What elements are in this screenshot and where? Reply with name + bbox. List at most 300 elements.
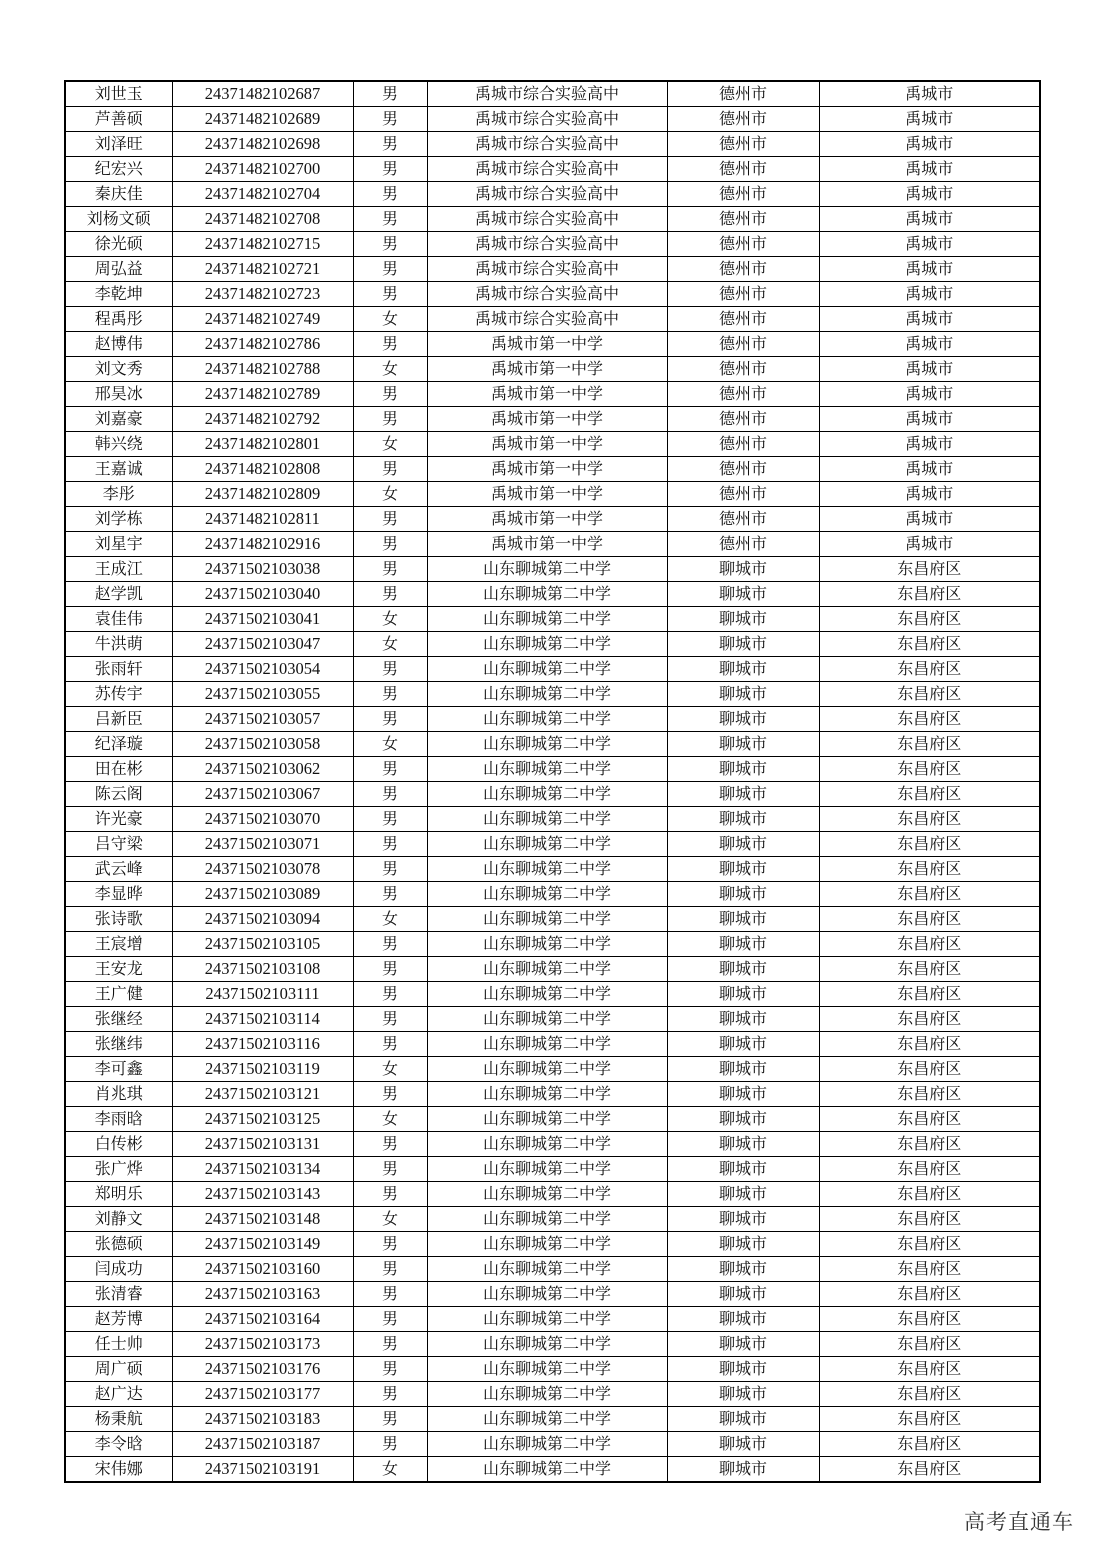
exam-id-cell: 24371482102811 <box>172 507 353 532</box>
exam-id-cell: 24371502103191 <box>172 1457 353 1483</box>
city-cell: 聊城市 <box>667 557 819 582</box>
student-name-cell: 白传彬 <box>65 1132 172 1157</box>
city-cell: 聊城市 <box>667 982 819 1007</box>
school-cell: 山东聊城第二中学 <box>427 1357 667 1382</box>
gender-cell: 女 <box>353 1207 427 1232</box>
exam-id-cell: 24371482102786 <box>172 332 353 357</box>
gender-cell: 男 <box>353 157 427 182</box>
gender-cell: 男 <box>353 132 427 157</box>
gender-cell: 男 <box>353 1382 427 1407</box>
student-name-cell: 芦善硕 <box>65 107 172 132</box>
exam-id-cell: 24371502103111 <box>172 982 353 1007</box>
district-cell: 禹城市 <box>819 507 1040 532</box>
exam-id-cell: 24371482102698 <box>172 132 353 157</box>
district-cell: 东昌府区 <box>819 557 1040 582</box>
gender-cell: 男 <box>353 332 427 357</box>
district-cell: 禹城市 <box>819 432 1040 457</box>
city-cell: 聊城市 <box>667 932 819 957</box>
exam-id-cell: 24371482102700 <box>172 157 353 182</box>
district-cell: 东昌府区 <box>819 857 1040 882</box>
district-cell: 东昌府区 <box>819 1282 1040 1307</box>
student-name-cell: 赵博伟 <box>65 332 172 357</box>
exam-id-cell: 24371502103187 <box>172 1432 353 1457</box>
gender-cell: 男 <box>353 1232 427 1257</box>
school-cell: 山东聊城第二中学 <box>427 682 667 707</box>
gender-cell: 女 <box>353 1107 427 1132</box>
student-name-cell: 刘嘉豪 <box>65 407 172 432</box>
gender-cell: 男 <box>353 282 427 307</box>
table-row <box>65 107 1040 132</box>
table-row <box>65 982 1040 1007</box>
gender-cell: 男 <box>353 232 427 257</box>
gender-cell: 男 <box>353 1407 427 1432</box>
school-cell: 山东聊城第二中学 <box>427 1182 667 1207</box>
exam-id-cell: 24371502103134 <box>172 1157 353 1182</box>
student-name-cell: 袁佳伟 <box>65 607 172 632</box>
gender-cell: 男 <box>353 657 427 682</box>
city-cell: 德州市 <box>667 332 819 357</box>
watermark: 高考直通车 <box>964 1510 1074 1534</box>
exam-id-cell: 24371502103176 <box>172 1357 353 1382</box>
exam-id-cell: 24371502103183 <box>172 1407 353 1432</box>
exam-id-cell: 24371502103040 <box>172 582 353 607</box>
district-cell: 东昌府区 <box>819 757 1040 782</box>
city-cell: 德州市 <box>667 257 819 282</box>
district-cell: 东昌府区 <box>819 882 1040 907</box>
gender-cell: 男 <box>353 557 427 582</box>
school-cell: 山东聊城第二中学 <box>427 582 667 607</box>
city-cell: 聊城市 <box>667 757 819 782</box>
school-cell: 禹城市第一中学 <box>427 332 667 357</box>
city-cell: 聊城市 <box>667 1007 819 1032</box>
exam-id-cell: 24371502103105 <box>172 932 353 957</box>
student-name-cell: 吕守梁 <box>65 832 172 857</box>
table-row <box>65 1057 1040 1082</box>
district-cell: 东昌府区 <box>819 707 1040 732</box>
gender-cell: 女 <box>353 432 427 457</box>
gender-cell: 男 <box>353 1357 427 1382</box>
gender-cell: 女 <box>353 732 427 757</box>
exam-id-cell: 24371502103131 <box>172 1132 353 1157</box>
school-cell: 禹城市综合实验高中 <box>427 157 667 182</box>
exam-id-cell: 24371502103119 <box>172 1057 353 1082</box>
school-cell: 禹城市第一中学 <box>427 507 667 532</box>
city-cell: 德州市 <box>667 81 819 107</box>
school-cell: 山东聊城第二中学 <box>427 807 667 832</box>
school-cell: 山东聊城第二中学 <box>427 757 667 782</box>
city-cell: 聊城市 <box>667 1132 819 1157</box>
district-cell: 东昌府区 <box>819 1432 1040 1457</box>
city-cell: 德州市 <box>667 457 819 482</box>
table-row <box>65 1382 1040 1407</box>
city-cell: 聊城市 <box>667 1332 819 1357</box>
city-cell: 德州市 <box>667 507 819 532</box>
city-cell: 德州市 <box>667 207 819 232</box>
exam-id-cell: 24371502103062 <box>172 757 353 782</box>
district-cell: 禹城市 <box>819 307 1040 332</box>
exam-id-cell: 24371502103177 <box>172 1382 353 1407</box>
student-name-cell: 徐光硕 <box>65 232 172 257</box>
student-name-cell: 程禹彤 <box>65 307 172 332</box>
student-name-cell: 张广烨 <box>65 1157 172 1182</box>
city-cell: 德州市 <box>667 157 819 182</box>
student-name-cell: 许光豪 <box>65 807 172 832</box>
school-cell: 山东聊城第二中学 <box>427 1082 667 1107</box>
student-name-cell: 牛洪萌 <box>65 632 172 657</box>
gender-cell: 女 <box>353 482 427 507</box>
roster-table <box>64 80 1041 1483</box>
student-name-cell: 张继经 <box>65 1007 172 1032</box>
table-row <box>65 1357 1040 1382</box>
gender-cell: 男 <box>353 1032 427 1057</box>
gender-cell: 男 <box>353 957 427 982</box>
school-cell: 山东聊城第二中学 <box>427 832 667 857</box>
school-cell: 禹城市综合实验高中 <box>427 107 667 132</box>
student-name-cell: 武云峰 <box>65 857 172 882</box>
table-row <box>65 832 1040 857</box>
table-row <box>65 657 1040 682</box>
city-cell: 聊城市 <box>667 832 819 857</box>
district-cell: 东昌府区 <box>819 1407 1040 1432</box>
school-cell: 山东聊城第二中学 <box>427 1232 667 1257</box>
student-name-cell: 秦庆佳 <box>65 182 172 207</box>
district-cell: 禹城市 <box>819 407 1040 432</box>
student-name-cell: 刘杨文硕 <box>65 207 172 232</box>
city-cell: 德州市 <box>667 382 819 407</box>
gender-cell: 男 <box>353 382 427 407</box>
exam-id-cell: 24371502103047 <box>172 632 353 657</box>
gender-cell: 男 <box>353 1257 427 1282</box>
city-cell: 聊城市 <box>667 907 819 932</box>
gender-cell: 男 <box>353 982 427 1007</box>
exam-id-cell: 24371502103125 <box>172 1107 353 1132</box>
table-row <box>65 907 1040 932</box>
student-name-cell: 刘星宇 <box>65 532 172 557</box>
student-name-cell: 杨秉航 <box>65 1407 172 1432</box>
city-cell: 聊城市 <box>667 1407 819 1432</box>
exam-id-cell: 24371502103038 <box>172 557 353 582</box>
city-cell: 德州市 <box>667 282 819 307</box>
school-cell: 禹城市综合实验高中 <box>427 282 667 307</box>
exam-id-cell: 24371502103054 <box>172 657 353 682</box>
school-cell: 山东聊城第二中学 <box>427 1307 667 1332</box>
table-row <box>65 357 1040 382</box>
school-cell: 禹城市第一中学 <box>427 457 667 482</box>
table-row <box>65 932 1040 957</box>
student-name-cell: 吕新臣 <box>65 707 172 732</box>
gender-cell: 男 <box>353 407 427 432</box>
gender-cell: 男 <box>353 457 427 482</box>
school-cell: 禹城市第一中学 <box>427 382 667 407</box>
city-cell: 聊城市 <box>667 582 819 607</box>
district-cell: 东昌府区 <box>819 982 1040 1007</box>
city-cell: 聊城市 <box>667 1207 819 1232</box>
student-name-cell: 李乾坤 <box>65 282 172 307</box>
district-cell: 禹城市 <box>819 132 1040 157</box>
table-row <box>65 1157 1040 1182</box>
table-row <box>65 457 1040 482</box>
city-cell: 聊城市 <box>667 1282 819 1307</box>
city-cell: 聊城市 <box>667 732 819 757</box>
exam-id-cell: 24371502103121 <box>172 1082 353 1107</box>
school-cell: 禹城市第一中学 <box>427 482 667 507</box>
district-cell: 东昌府区 <box>819 1107 1040 1132</box>
exam-id-cell: 24371502103041 <box>172 607 353 632</box>
school-cell: 山东聊城第二中学 <box>427 657 667 682</box>
table-row <box>65 282 1040 307</box>
city-cell: 德州市 <box>667 232 819 257</box>
table-row <box>65 1207 1040 1232</box>
district-cell: 东昌府区 <box>819 632 1040 657</box>
district-cell: 禹城市 <box>819 457 1040 482</box>
exam-id-cell: 24371502103160 <box>172 1257 353 1282</box>
city-cell: 聊城市 <box>667 1457 819 1483</box>
gender-cell: 男 <box>353 1082 427 1107</box>
gender-cell: 男 <box>353 1332 427 1357</box>
exam-id-cell: 24371502103089 <box>172 882 353 907</box>
gender-cell: 男 <box>353 882 427 907</box>
table-row <box>65 707 1040 732</box>
gender-cell: 女 <box>353 357 427 382</box>
student-name-cell: 王成江 <box>65 557 172 582</box>
roster-body <box>65 81 1040 1482</box>
table-row <box>65 332 1040 357</box>
school-cell: 山东聊城第二中学 <box>427 1032 667 1057</box>
exam-id-cell: 24371482102687 <box>172 81 353 107</box>
city-cell: 聊城市 <box>667 1382 819 1407</box>
city-cell: 聊城市 <box>667 1157 819 1182</box>
student-name-cell: 刘学栋 <box>65 507 172 532</box>
gender-cell: 男 <box>353 1307 427 1332</box>
table-row <box>65 607 1040 632</box>
district-cell: 东昌府区 <box>819 957 1040 982</box>
gender-cell: 女 <box>353 1457 427 1483</box>
student-name-cell: 肖兆琪 <box>65 1082 172 1107</box>
city-cell: 聊城市 <box>667 707 819 732</box>
table-row <box>65 207 1040 232</box>
table-row <box>65 232 1040 257</box>
table-row <box>65 1407 1040 1432</box>
exam-id-cell: 24371502103148 <box>172 1207 353 1232</box>
exam-id-cell: 24371502103071 <box>172 832 353 857</box>
student-name-cell: 李显晔 <box>65 882 172 907</box>
student-name-cell: 苏传宇 <box>65 682 172 707</box>
table-row <box>65 407 1040 432</box>
school-cell: 山东聊城第二中学 <box>427 1007 667 1032</box>
gender-cell: 女 <box>353 632 427 657</box>
school-cell: 禹城市第一中学 <box>427 357 667 382</box>
school-cell: 禹城市第一中学 <box>427 532 667 557</box>
district-cell: 东昌府区 <box>819 1357 1040 1382</box>
school-cell: 禹城市综合实验高中 <box>427 81 667 107</box>
table-row <box>65 757 1040 782</box>
city-cell: 德州市 <box>667 432 819 457</box>
exam-id-cell: 24371482102721 <box>172 257 353 282</box>
exam-id-cell: 24371502103070 <box>172 807 353 832</box>
district-cell: 东昌府区 <box>819 1307 1040 1332</box>
gender-cell: 男 <box>353 1432 427 1457</box>
school-cell: 禹城市综合实验高中 <box>427 307 667 332</box>
student-name-cell: 周广硕 <box>65 1357 172 1382</box>
district-cell: 禹城市 <box>819 357 1040 382</box>
table-row <box>65 1307 1040 1332</box>
table-row <box>65 157 1040 182</box>
school-cell: 山东聊城第二中学 <box>427 782 667 807</box>
school-cell: 禹城市综合实验高中 <box>427 257 667 282</box>
gender-cell: 男 <box>353 182 427 207</box>
school-cell: 山东聊城第二中学 <box>427 882 667 907</box>
city-cell: 聊城市 <box>667 607 819 632</box>
gender-cell: 男 <box>353 1157 427 1182</box>
gender-cell: 男 <box>353 857 427 882</box>
city-cell: 德州市 <box>667 182 819 207</box>
exam-id-cell: 24371502103057 <box>172 707 353 732</box>
exam-id-cell: 24371482102792 <box>172 407 353 432</box>
student-name-cell: 张诗歌 <box>65 907 172 932</box>
gender-cell: 女 <box>353 307 427 332</box>
student-name-cell: 刘文秀 <box>65 357 172 382</box>
student-name-cell: 赵芳博 <box>65 1307 172 1332</box>
table-row <box>65 1082 1040 1107</box>
table-row <box>65 307 1040 332</box>
district-cell: 禹城市 <box>819 482 1040 507</box>
city-cell: 聊城市 <box>667 1257 819 1282</box>
student-name-cell: 李彤 <box>65 482 172 507</box>
city-cell: 聊城市 <box>667 1232 819 1257</box>
district-cell: 东昌府区 <box>819 907 1040 932</box>
city-cell: 聊城市 <box>667 1357 819 1382</box>
school-cell: 禹城市第一中学 <box>427 407 667 432</box>
school-cell: 山东聊城第二中学 <box>427 607 667 632</box>
table-row <box>65 257 1040 282</box>
school-cell: 山东聊城第二中学 <box>427 1282 667 1307</box>
city-cell: 德州市 <box>667 132 819 157</box>
table-row <box>65 532 1040 557</box>
school-cell: 山东聊城第二中学 <box>427 1157 667 1182</box>
gender-cell: 男 <box>353 682 427 707</box>
table-row <box>65 1282 1040 1307</box>
city-cell: 聊城市 <box>667 1182 819 1207</box>
student-name-cell: 王广健 <box>65 982 172 1007</box>
city-cell: 聊城市 <box>667 657 819 682</box>
district-cell: 东昌府区 <box>819 1182 1040 1207</box>
student-name-cell: 邢昊冰 <box>65 382 172 407</box>
student-name-cell: 张雨轩 <box>65 657 172 682</box>
exam-id-cell: 24371502103114 <box>172 1007 353 1032</box>
table-row <box>65 1457 1040 1483</box>
district-cell: 禹城市 <box>819 207 1040 232</box>
school-cell: 山东聊城第二中学 <box>427 1057 667 1082</box>
school-cell: 山东聊城第二中学 <box>427 907 667 932</box>
gender-cell: 男 <box>353 707 427 732</box>
gender-cell: 男 <box>353 207 427 232</box>
school-cell: 山东聊城第二中学 <box>427 557 667 582</box>
gender-cell: 男 <box>353 582 427 607</box>
student-name-cell: 张清睿 <box>65 1282 172 1307</box>
school-cell: 山东聊城第二中学 <box>427 982 667 1007</box>
table-row <box>65 557 1040 582</box>
district-cell: 东昌府区 <box>819 1207 1040 1232</box>
school-cell: 山东聊城第二中学 <box>427 1107 667 1132</box>
exam-id-cell: 24371482102689 <box>172 107 353 132</box>
city-cell: 聊城市 <box>667 1082 819 1107</box>
school-cell: 山东聊城第二中学 <box>427 732 667 757</box>
school-cell: 禹城市综合实验高中 <box>427 207 667 232</box>
student-name-cell: 陈云阁 <box>65 782 172 807</box>
district-cell: 禹城市 <box>819 382 1040 407</box>
gender-cell: 男 <box>353 782 427 807</box>
student-name-cell: 韩兴绕 <box>65 432 172 457</box>
gender-cell: 男 <box>353 932 427 957</box>
gender-cell: 男 <box>353 81 427 107</box>
school-cell: 山东聊城第二中学 <box>427 1457 667 1483</box>
table-row <box>65 632 1040 657</box>
school-cell: 山东聊城第二中学 <box>427 1432 667 1457</box>
district-cell: 东昌府区 <box>819 1332 1040 1357</box>
exam-id-cell: 24371502103164 <box>172 1307 353 1332</box>
district-cell: 禹城市 <box>819 282 1040 307</box>
district-cell: 禹城市 <box>819 232 1040 257</box>
gender-cell: 男 <box>353 807 427 832</box>
student-name-cell: 刘世玉 <box>65 81 172 107</box>
exam-id-cell: 24371482102916 <box>172 532 353 557</box>
table-row <box>65 1007 1040 1032</box>
district-cell: 东昌府区 <box>819 657 1040 682</box>
school-cell: 山东聊城第二中学 <box>427 1207 667 1232</box>
table-row <box>65 1182 1040 1207</box>
district-cell: 东昌府区 <box>819 1457 1040 1483</box>
city-cell: 德州市 <box>667 357 819 382</box>
gender-cell: 男 <box>353 1182 427 1207</box>
student-name-cell: 李可鑫 <box>65 1057 172 1082</box>
district-cell: 禹城市 <box>819 107 1040 132</box>
district-cell: 东昌府区 <box>819 832 1040 857</box>
district-cell: 禹城市 <box>819 257 1040 282</box>
school-cell: 山东聊城第二中学 <box>427 1407 667 1432</box>
school-cell: 山东聊城第二中学 <box>427 1332 667 1357</box>
exam-id-cell: 24371482102704 <box>172 182 353 207</box>
exam-id-cell: 24371482102749 <box>172 307 353 332</box>
city-cell: 德州市 <box>667 482 819 507</box>
city-cell: 德州市 <box>667 307 819 332</box>
exam-id-cell: 24371502103108 <box>172 957 353 982</box>
student-name-cell: 纪泽璇 <box>65 732 172 757</box>
exam-id-cell: 24371502103116 <box>172 1032 353 1057</box>
school-cell: 山东聊城第二中学 <box>427 957 667 982</box>
student-name-cell: 郑明乐 <box>65 1182 172 1207</box>
district-cell: 东昌府区 <box>819 807 1040 832</box>
city-cell: 聊城市 <box>667 1057 819 1082</box>
table-row <box>65 382 1040 407</box>
student-name-cell: 赵广达 <box>65 1382 172 1407</box>
exam-id-cell: 24371502103078 <box>172 857 353 882</box>
student-name-cell: 赵学凯 <box>65 582 172 607</box>
student-name-cell: 宋伟娜 <box>65 1457 172 1483</box>
table-row <box>65 1257 1040 1282</box>
city-cell: 聊城市 <box>667 1307 819 1332</box>
district-cell: 禹城市 <box>819 532 1040 557</box>
table-row <box>65 682 1040 707</box>
student-name-cell: 张继纬 <box>65 1032 172 1057</box>
city-cell: 德州市 <box>667 107 819 132</box>
district-cell: 东昌府区 <box>819 732 1040 757</box>
student-name-cell: 周弘益 <box>65 257 172 282</box>
table-row <box>65 507 1040 532</box>
gender-cell: 女 <box>353 1057 427 1082</box>
district-cell: 东昌府区 <box>819 1232 1040 1257</box>
district-cell: 东昌府区 <box>819 1257 1040 1282</box>
city-cell: 聊城市 <box>667 632 819 657</box>
